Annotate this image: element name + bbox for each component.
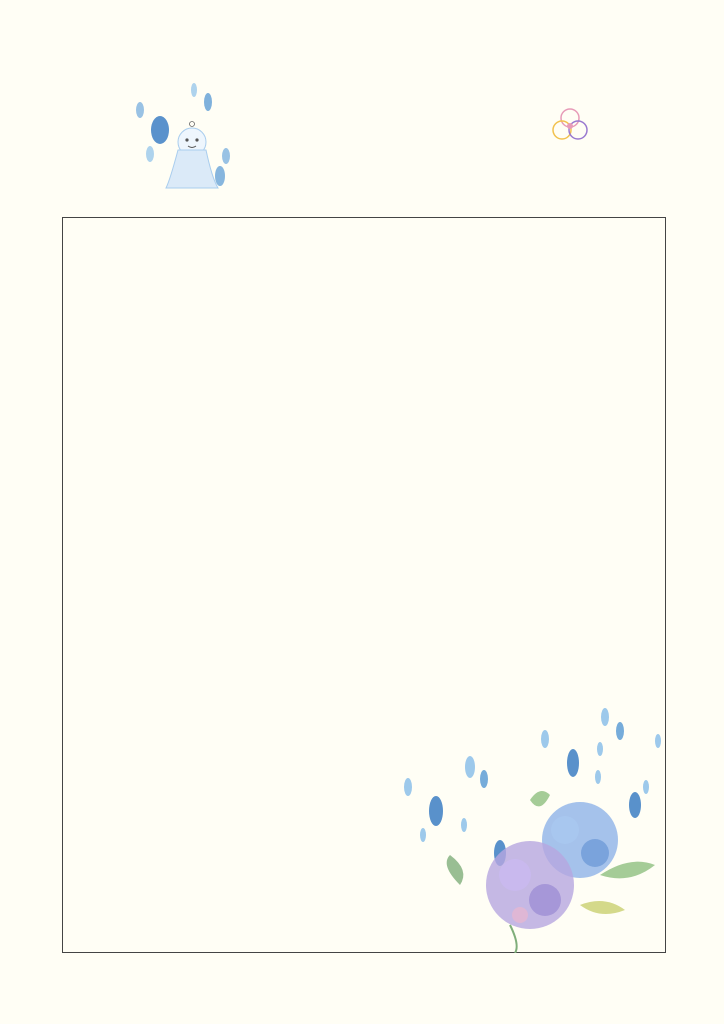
teru-teru-bozu-illustration: [130, 80, 250, 190]
logo-icon: [550, 106, 590, 146]
calendar-grid: [62, 217, 666, 953]
